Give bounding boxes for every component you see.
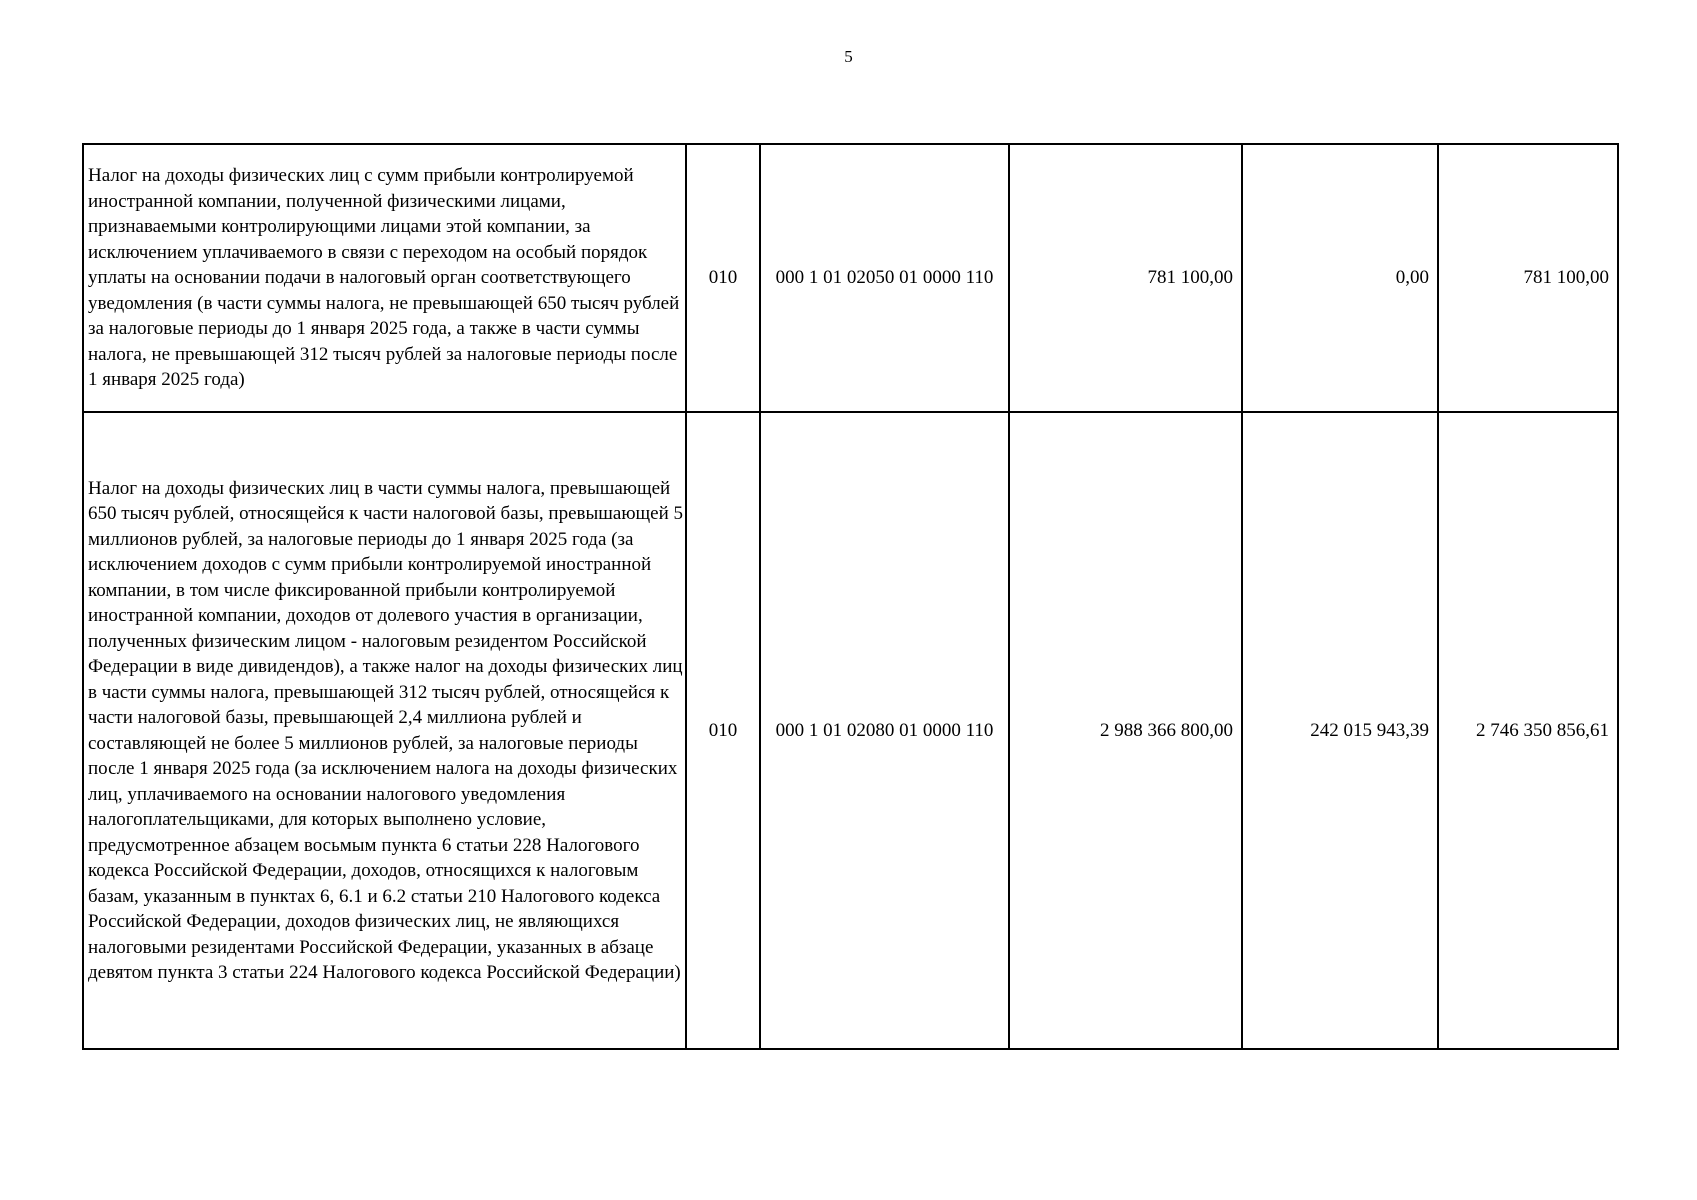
revenue-description-cell: Налог на доходы физических лиц в части суммы налога, превышающей 650 тысяч рублей, относящейся к части налоговой базы, превышающей 5 миллионов рублей, за налоговые периоды до 1 января 2025 года (за исключением доходов с сумм прибыли контролируемой иностранной компании, в том числе фиксированной прибыли контролируемой иностранной компании, доходов от долевого участия в организации, полученных физическим лицом - налоговым резидентом Российской Федерации в виде дивидендов), а также налог на доходы физических лиц в части суммы налога, превышающей 312 тысяч рублей, относящейся к части налоговой базы, превышающей 2,4 миллиона рублей и составляющей не более 5 миллионов рублей, за налоговые периоды после 1 января 2025 года (за исключением налога на доходы физических лиц, уплачиваемого на основании налогового уведомления налогоплательщиками, для которых выполнено условие, предусмотренное абзацем восьмым пункта 6 статьи 228 Налогового кодекса Российской Федерации, доходов, относящихся к налоговым базам, указанным в пунктах 6, 6.1 и 6.2 статьи 210 Налогового кодекса Российской Федерации, доходов физических лиц, не являющихся налоговыми резидентами Российской Федерации, указанных в абзаце девятом пункта 3 статьи 224 Налогового кодекса Российской Федерации) bbox=[83, 412, 686, 1049]
unexecuted-amount-cell: 2 746 350 856,61 bbox=[1438, 412, 1618, 1049]
revenue-description-cell: Налог на доходы физических лиц с сумм прибыли контролируемой иностранной компании, полученной физическими лицами, признаваемыми контролирующими лицами этой компании, за исключением уплачиваемого в связи с переходом на особый порядок уплаты на основании подачи в налоговый орган соответствующего уведомления (в части суммы налога, не превышающей 650 тысяч рублей за налоговые периоды до 1 января 2025 года, а также в части суммы налога, не превышающей 312 тысяч рублей за налоговые периоды после 1 января 2025 года) bbox=[83, 144, 686, 412]
page-number: 5 bbox=[844, 47, 853, 66]
line-code-cell: 010 bbox=[686, 144, 760, 412]
line-code-cell: 010 bbox=[686, 412, 760, 1049]
budget-classification-code-cell: 000 1 01 02050 01 0000 110 bbox=[760, 144, 1009, 412]
unexecuted-amount-cell: 781 100,00 bbox=[1438, 144, 1618, 412]
executed-amount-cell: 242 015 943,39 bbox=[1242, 412, 1438, 1049]
table-row bbox=[83, 412, 1618, 1049]
approved-amount-cell: 781 100,00 bbox=[1009, 144, 1242, 412]
table-row bbox=[83, 144, 1618, 412]
budget-classification-code-cell: 000 1 01 02080 01 0000 110 bbox=[760, 412, 1009, 1049]
approved-amount-cell: 2 988 366 800,00 bbox=[1009, 412, 1242, 1049]
budget-revenue-table bbox=[82, 143, 1619, 1050]
executed-amount-cell: 0,00 bbox=[1242, 144, 1438, 412]
